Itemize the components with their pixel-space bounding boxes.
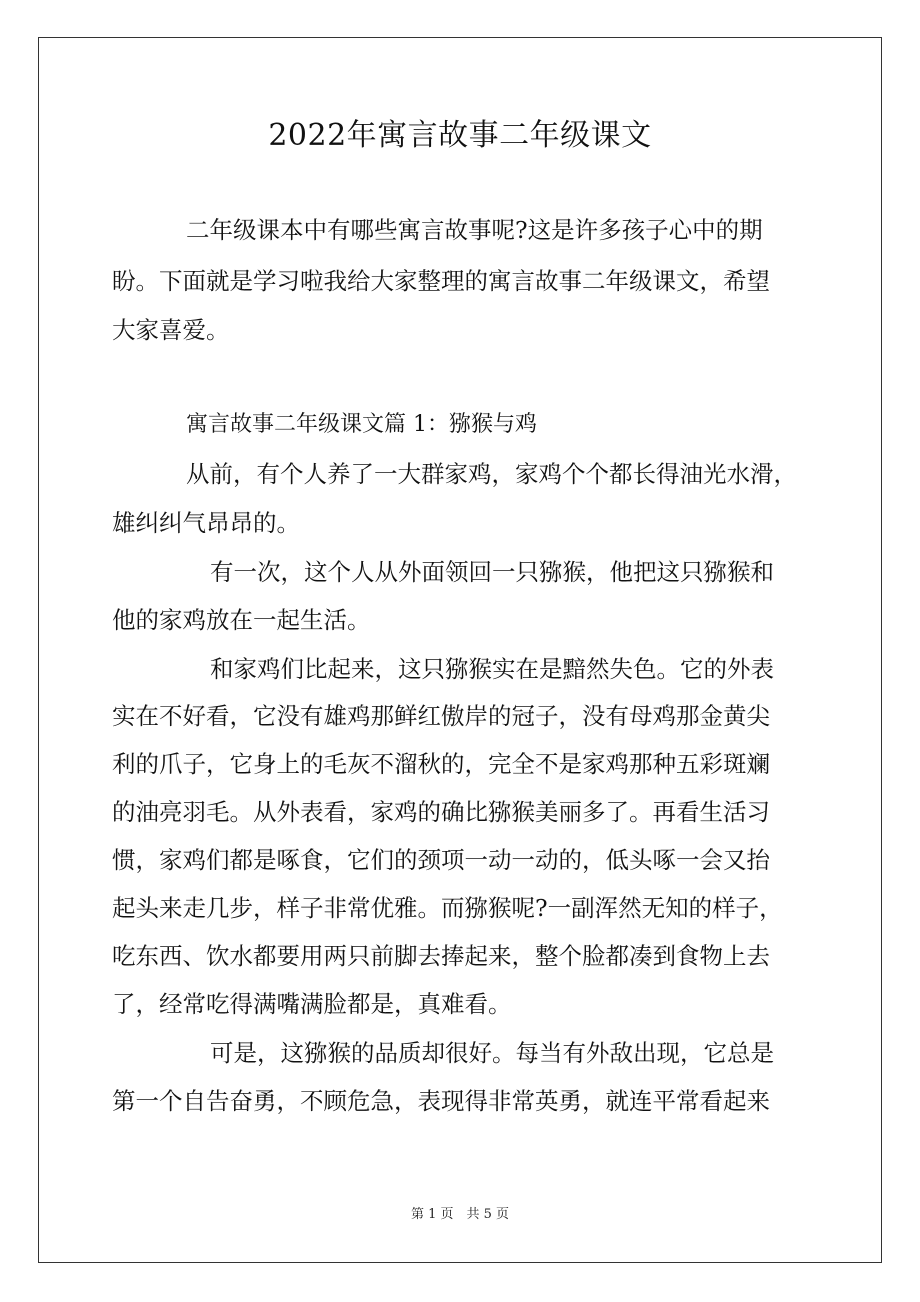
body-line-3: 有一次，这个人从外面领回一只猕猴，他把这只猕猴和 xyxy=(210,558,774,586)
body-line-6: 实在不好看，它没有雄鸡那鲜红傲岸的冠子，没有母鸡那金黄尖 xyxy=(112,702,770,730)
body-line-1: 从前，有个人养了一大群家鸡，家鸡个个都长得油光水滑， xyxy=(186,460,797,488)
body-line-14: 第一个自告奋勇，不顾危急，表现得非常英勇，就连平常看起来 xyxy=(112,1087,770,1115)
body-line-11: 吃东西、饮水都要用两只前脚去捧起来，整个脸都凑到食物上去 xyxy=(112,942,770,970)
intro-line-3: 大家喜爱。 xyxy=(112,316,230,344)
body-line-2: 雄纠纠气昂昂的。 xyxy=(112,509,300,537)
intro-line-1: 二年级课本中有哪些寓言故事呢?这是许多孩子心中的期 xyxy=(186,216,763,244)
body-line-7: 利的爪子，它身上的毛灰不溜秋的，完全不是家鸡那种五彩斑斓 xyxy=(112,750,770,778)
body-line-12: 了，经常吃得满嘴满脸都是，真难看。 xyxy=(112,990,512,1018)
body-line-13: 可是，这猕猴的品质却很好。每当有外敌出现，它总是 xyxy=(210,1039,774,1067)
body-line-5: 和家鸡们比起来，这只猕猴实在是黯然失色。它的外表 xyxy=(210,655,774,683)
page-number-footer: 第 1 页 共 5 页 xyxy=(410,1207,510,1222)
body-line-10: 起头来走几步，样子非常优雅。而猕猴呢?一副浑然无知的样子， xyxy=(112,894,783,922)
section-heading: 寓言故事二年级课文篇 1：猕猴与鸡 xyxy=(186,412,537,437)
body-line-4: 他的家鸡放在一起生活。 xyxy=(112,606,371,634)
intro-line-2: 盼。下面就是学习啦我给大家整理的寓言故事二年级课文，希望 xyxy=(112,267,770,295)
document-title: 2022年寓言故事二年级课文 xyxy=(268,118,652,153)
body-line-9: 惯，家鸡们都是啄食，它们的颈项一动一动的，低头啄一会又抬 xyxy=(112,846,770,874)
body-line-8: 的油亮羽毛。从外表看，家鸡的确比猕猴美丽多了。再看生活习 xyxy=(112,798,770,826)
